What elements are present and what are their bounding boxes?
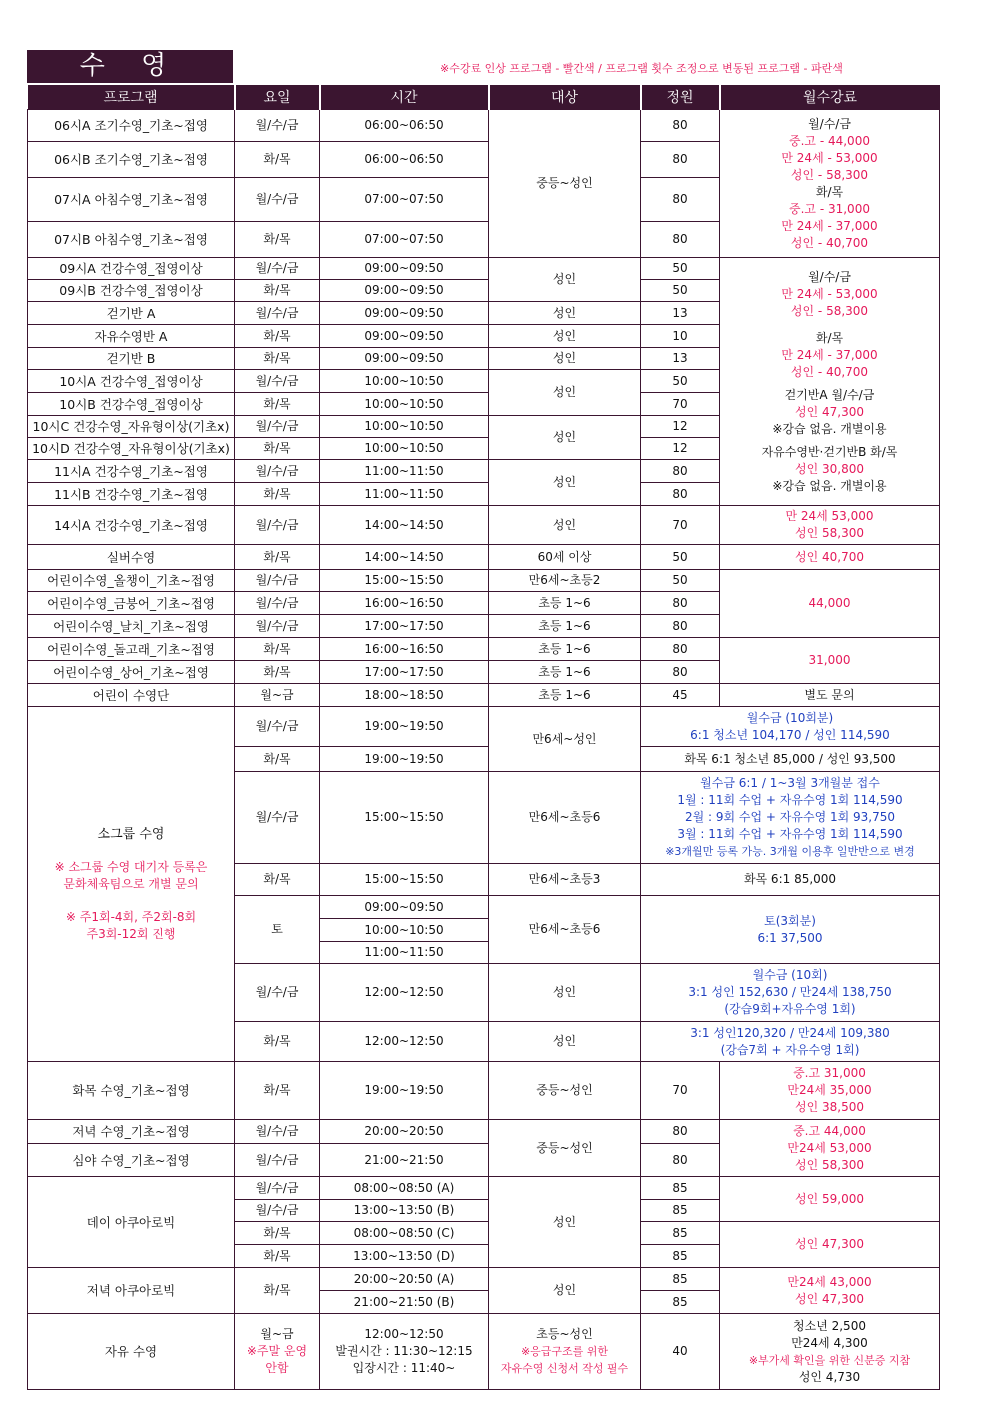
cell-line: 자유수영반·걷기반B 화/목 <box>761 444 898 459</box>
table-cell: 월/수/금 <box>235 1144 320 1177</box>
table-cell: 08:00~08:50 (A) <box>320 1177 489 1200</box>
table-cell: 월/수/금 <box>235 1177 320 1200</box>
table-cell: 12:00~12:50 <box>320 964 489 1022</box>
table-cell: 09시A 건강수영_접영이상 <box>28 258 235 280</box>
table-row <box>28 258 940 280</box>
cell-line: 중.고 44,000 <box>793 1123 866 1138</box>
table-cell: 19:00~19:50 <box>320 747 489 772</box>
cell-line <box>30 843 232 859</box>
table-cell: 19:00~19:50 <box>320 1062 489 1120</box>
table-cell: 초등 1~6 <box>489 638 641 661</box>
table-cell: 11시A 건강수영_기초~접영 <box>28 460 235 483</box>
cell-line: 걷기반A 월/수/금 <box>784 387 875 402</box>
table-cell: 초등 1~6 <box>489 592 641 615</box>
table-cell: 13 <box>641 348 720 370</box>
table-cell: 09시B 건강수영_접영이상 <box>28 280 235 302</box>
table-cell: 화/목 <box>235 1222 320 1245</box>
table-cell: 06:00~06:50 <box>320 110 489 142</box>
table-cell: 중등~성인 <box>489 1120 641 1177</box>
fee-cell <box>641 896 940 964</box>
table-cell: 월/수/금 <box>235 1120 320 1144</box>
table-cell: 80 <box>641 1144 720 1177</box>
cell-line: 만 24세 53,000 <box>785 509 874 523</box>
cell-line: (강습7회 + 자유수영 1회) <box>720 1042 860 1057</box>
table-row <box>28 570 940 592</box>
table-cell: 10:00~10:50 <box>320 416 489 438</box>
table-cell: 44,000 <box>720 570 940 638</box>
table-cell: 걷기반 B <box>28 348 235 370</box>
color-legend-notice: ※수강료 인상 프로그램 - 빨간색 / 프로그램 횟수 조정으로 변동된 프로그램 - 파란색 <box>440 62 843 75</box>
fee-cell <box>720 258 940 506</box>
table-cell: 21:00~21:50 (B) <box>320 1291 489 1314</box>
table-cell: 성인 40,700 <box>720 545 940 570</box>
table-cell: 10:00~10:50 <box>320 393 489 416</box>
col-target: 대상 <box>489 85 641 110</box>
table-cell: 85 <box>641 1222 720 1245</box>
table-cell: 걷기반 A <box>28 302 235 325</box>
cell-line: ※응급구조를 위한 <box>520 1345 609 1358</box>
fee-cell <box>641 1022 940 1062</box>
table-cell: 80 <box>641 661 720 684</box>
cell-line: (강습9회+자유수영 1회) <box>724 1002 856 1016</box>
table-cell: 화/목 <box>235 747 320 772</box>
cell-line: 월~금 <box>260 1327 294 1341</box>
table-cell: 월/수/금 <box>235 258 320 280</box>
table-cell: 85 <box>641 1291 720 1314</box>
table-cell: 14시A 건강수영_기초~접영 <box>28 506 235 545</box>
table-cell: 토 <box>235 896 320 964</box>
table-cell: 17:00~17:50 <box>320 615 489 638</box>
table-cell: 14:00~14:50 <box>320 545 489 570</box>
table-cell: 월/수/금 <box>235 772 320 864</box>
table-cell: 화/목 <box>235 393 320 416</box>
table-cell: 08:00~08:50 (C) <box>320 1222 489 1245</box>
table-cell: 80 <box>641 483 720 506</box>
table-cell: 초등 1~6 <box>489 615 641 638</box>
table-cell: 월/수/금 <box>235 416 320 438</box>
table-cell: 월/수/금 <box>235 707 320 747</box>
table-cell: 월~금 <box>235 684 320 707</box>
cell-line: 중.고 - 31,000 <box>789 201 870 216</box>
table-cell: 저녁 수영_기초~접영 <box>28 1120 235 1144</box>
table-row <box>28 707 940 747</box>
cell-line: 3:1 성인120,320 / 만24세 109,380 <box>690 1025 890 1040</box>
table-cell: 성인 <box>489 325 641 348</box>
table-cell: 09:00~09:50 <box>320 348 489 370</box>
cell-line: 월/수/금 <box>808 116 851 131</box>
table-cell: 화/목 <box>235 1245 320 1268</box>
table-cell: 성인 <box>489 416 641 460</box>
table-cell: 70 <box>641 393 720 416</box>
table-row <box>28 1062 940 1120</box>
table-cell: 07:00~07:50 <box>320 178 489 222</box>
cell-line: 성인 - 58,300 <box>790 167 869 182</box>
cell-line <box>30 893 232 909</box>
table-cell: 성인 <box>489 348 641 370</box>
table-cell: 11:00~11:50 <box>320 460 489 483</box>
cell-line: 중.고 31,000 <box>793 1066 866 1080</box>
table-cell: 07시A 아침수영_기초~접영 <box>28 178 235 222</box>
table-cell: 화/목 <box>235 661 320 684</box>
table-cell: 만6세~성인 <box>489 707 641 772</box>
table-cell: 만6세~초등3 <box>489 864 641 896</box>
col-capacity: 정원 <box>641 85 720 110</box>
table-cell: 월/수/금 <box>235 1200 320 1222</box>
table-cell: 저녁 아쿠아로빅 <box>28 1268 235 1314</box>
cell-line: 성인 58,300 <box>795 526 864 540</box>
table-cell: 월/수/금 <box>235 570 320 592</box>
cell-line: ※ 주1회-4회, 주2회-8회 <box>65 909 197 924</box>
table-cell: 화/목 <box>235 222 320 258</box>
col-day: 요일 <box>235 85 320 110</box>
table-cell: 어린이수영_상어_기초~접영 <box>28 661 235 684</box>
table-cell: 50 <box>641 570 720 592</box>
cell-line: 3월 : 11회 수업 + 자유수영 1회 114,590 <box>677 827 903 841</box>
table-cell: 월/수/금 <box>235 592 320 615</box>
cell-line: 토(3회분) <box>764 913 816 928</box>
table-cell: 21:00~21:50 <box>320 1144 489 1177</box>
table-cell: 09:00~09:50 <box>320 258 489 280</box>
table-cell: 80 <box>641 222 720 258</box>
table-cell: 만6세~초등6 <box>489 896 641 964</box>
table-cell: 80 <box>641 142 720 178</box>
table-cell: 11시B 건강수영_기초~접영 <box>28 483 235 506</box>
cell-line: ※주말 운영 <box>246 1344 308 1358</box>
cell-line: ※ 소그룹 수영 대기자 등록은 <box>54 859 208 874</box>
table-cell: 31,000 <box>720 638 940 684</box>
table-cell: 40 <box>641 1314 720 1390</box>
table-header-row <box>28 85 940 110</box>
table-cell: 심야 수영_기초~접영 <box>28 1144 235 1177</box>
table-cell: 어린이 수영단 <box>28 684 235 707</box>
table-cell: 50 <box>641 258 720 280</box>
table-cell: 화/목 <box>235 438 320 460</box>
fee-cell <box>641 707 940 747</box>
table-cell: 14:00~14:50 <box>320 506 489 545</box>
table-cell: 07:00~07:50 <box>320 222 489 258</box>
table-cell: 85 <box>641 1177 720 1200</box>
free-time-cell <box>320 1314 489 1390</box>
table-cell: 80 <box>641 1120 720 1144</box>
table-cell: 월/수/금 <box>235 506 320 545</box>
table-cell: 13:00~13:50 (B) <box>320 1200 489 1222</box>
table-cell: 13:00~13:50 (D) <box>320 1245 489 1268</box>
table-cell: 어린이수영_돌고래_기초~접영 <box>28 638 235 661</box>
fee-cell <box>720 1120 940 1177</box>
table-cell: 12:00~12:50 <box>320 1022 489 1062</box>
cell-line: 청소년 2,500 <box>793 1318 866 1333</box>
table-cell: 초등 1~6 <box>489 661 641 684</box>
table-cell: 월/수/금 <box>235 302 320 325</box>
table-cell: 데이 아쿠아로빅 <box>28 1177 235 1268</box>
table-cell: 초등 1~6 <box>489 684 641 707</box>
table-cell: 화/목 <box>235 483 320 506</box>
table-cell: 13 <box>641 302 720 325</box>
table-cell: 화/목 <box>235 1062 320 1120</box>
table-cell: 성인 47,300 <box>720 1222 940 1268</box>
table-cell: 월/수/금 <box>235 615 320 638</box>
table-cell: 50 <box>641 280 720 302</box>
table-cell: 자유 수영 <box>28 1314 235 1390</box>
table-cell: 80 <box>641 110 720 142</box>
table-cell: 17:00~17:50 <box>320 661 489 684</box>
table-cell: 월/수/금 <box>235 110 320 142</box>
table-cell: 어린이수영_올챙이_기초~접영 <box>28 570 235 592</box>
table-cell: 월/수/금 <box>235 370 320 393</box>
table-cell: 20:00~20:50 <box>320 1120 489 1144</box>
table-cell: 06:00~06:50 <box>320 142 489 178</box>
table-cell: 18:00~18:50 <box>320 684 489 707</box>
table-row <box>28 1268 940 1291</box>
col-program: 프로그램 <box>28 85 235 110</box>
table-cell: 10:00~10:50 <box>320 438 489 460</box>
cell-line: 자유수영 신청서 작성 필수 <box>500 1362 629 1375</box>
cell-line: 성인 47,300 <box>795 404 864 419</box>
table-cell: 화/목 <box>235 638 320 661</box>
table-cell: 15:00~15:50 <box>320 864 489 896</box>
table-cell: 60세 이상 <box>489 545 641 570</box>
cell-line: 만 24세 - 37,000 <box>781 218 878 233</box>
cell-line: 성인 58,300 <box>795 1157 864 1172</box>
table-cell: 화/목 <box>235 348 320 370</box>
table-cell: 화/목 <box>235 280 320 302</box>
cell-line: 6:1 청소년 104,170 / 성인 114,590 <box>690 727 890 742</box>
table-cell: 10:00~10:50 <box>320 370 489 393</box>
table-cell: 09:00~09:50 <box>320 302 489 325</box>
table-cell: 별도 문의 <box>720 684 940 707</box>
cell-line: 월수금 (10회) <box>752 968 828 982</box>
fee-cell <box>720 506 940 545</box>
table-cell: 성인 <box>489 1177 641 1268</box>
table-row <box>28 506 940 545</box>
table-cell: 만6세~초등6 <box>489 772 641 864</box>
cell-line: 소그룹 수영 <box>97 826 165 842</box>
table-cell: 16:00~16:50 <box>320 592 489 615</box>
fee-cell <box>641 772 940 864</box>
table-cell: 09:00~09:50 <box>320 280 489 302</box>
table-cell: 성인 <box>489 460 641 506</box>
table-cell: 06시B 조기수영_기초~접영 <box>28 142 235 178</box>
table-cell: 85 <box>641 1268 720 1291</box>
table-cell: 실버수영 <box>28 545 235 570</box>
table-cell: 월/수/금 <box>235 178 320 222</box>
table-cell: 10시B 건강수영_접영이상 <box>28 393 235 416</box>
table-cell: 50 <box>641 545 720 570</box>
table-cell: 성인 <box>489 1268 641 1314</box>
table-cell: 화목 6:1 청소년 85,000 / 성인 93,500 <box>641 747 940 772</box>
page-title: 수 영 <box>27 50 233 83</box>
cell-line: 성인 - 40,700 <box>790 364 869 379</box>
table-cell: 어린이수영_금붕어_기초~접영 <box>28 592 235 615</box>
cell-line: 화/목 <box>815 330 844 345</box>
cell-line: 성인 38,500 <box>795 1100 864 1114</box>
table-cell: 11:00~11:50 <box>320 942 489 964</box>
cell-line: 월수금 6:1 / 1~3월 3개월분 접수 <box>700 776 880 790</box>
table-cell: 15:00~15:50 <box>320 772 489 864</box>
table-cell: 성인 <box>489 964 641 1022</box>
table-cell: 20:00~20:50 (A) <box>320 1268 489 1291</box>
table-row <box>28 684 940 707</box>
table-cell: 화/목 <box>235 1268 320 1314</box>
table-cell: 화/목 <box>235 1022 320 1062</box>
cell-line: 초등~성인 <box>536 1327 593 1341</box>
table-row <box>28 545 940 570</box>
cell-line: 만 24세 - 53,000 <box>781 286 878 301</box>
table-cell: 11:00~11:50 <box>320 483 489 506</box>
table-cell: 10 <box>641 325 720 348</box>
cell-line: 만24세 53,000 <box>787 1140 872 1155</box>
cell-line: 월/수/금 <box>808 269 851 284</box>
table-cell: 09:00~09:50 <box>320 325 489 348</box>
table-cell: 85 <box>641 1245 720 1268</box>
table-cell: 07시B 아침수영_기초~접영 <box>28 222 235 258</box>
table-cell: 월/수/금 <box>235 964 320 1022</box>
table-cell: 70 <box>641 506 720 545</box>
cell-line: 만24세 4,300 <box>791 1335 868 1350</box>
col-time: 시간 <box>320 85 489 110</box>
table-cell: 성인 <box>489 302 641 325</box>
table-cell: 어린이수영_날치_기초~접영 <box>28 615 235 638</box>
table-cell: 화/목 <box>235 864 320 896</box>
cell-line: 성인 - 58,300 <box>790 303 869 318</box>
table-cell: 16:00~16:50 <box>320 638 489 661</box>
table-cell: 15:00~15:50 <box>320 570 489 592</box>
table-cell: 성인 59,000 <box>720 1177 940 1222</box>
table-row <box>28 1314 940 1390</box>
cell-line: 만 24세 - 37,000 <box>781 347 878 362</box>
cell-line: 문화체육팀으로 개별 문의 <box>63 876 199 891</box>
table-cell: 성인 <box>489 506 641 545</box>
cell-line: 성인 - 40,700 <box>790 235 869 250</box>
cell-line: 발권시간 : 11:30~12:15 <box>335 1344 473 1358</box>
table-cell: 50 <box>641 370 720 393</box>
table-row <box>28 1120 940 1144</box>
cell-line: 성인 47,300 <box>795 1291 864 1306</box>
cell-line: 안함 <box>265 1361 289 1375</box>
free-target-cell <box>489 1314 641 1390</box>
table-cell: 화/목 <box>235 325 320 348</box>
cell-line: 성인 4,730 <box>798 1369 861 1384</box>
fee-cell <box>720 1268 940 1314</box>
table-cell: 월/수/금 <box>235 460 320 483</box>
cell-line: 12:00~12:50 <box>364 1327 444 1341</box>
table-cell: 45 <box>641 684 720 707</box>
cell-line: ※부가세 확인을 위한 신분증 지참 <box>748 1353 911 1367</box>
cell-line: 입장시간 : 11:40~ <box>352 1361 456 1375</box>
fee-cell <box>641 964 940 1022</box>
cell-line <box>722 320 937 330</box>
cell-line: 주3회-12회 진행 <box>86 926 176 941</box>
table-cell: 10시D 건강수영_자유형이상(기초x) <box>28 438 235 460</box>
table-cell: 12 <box>641 438 720 460</box>
table-cell: 80 <box>641 178 720 222</box>
cell-line: 2월 : 9회 수업 + 자유수영 1회 93,750 <box>684 810 896 824</box>
table-cell: 성인 <box>489 370 641 416</box>
cell-line: 1월 : 11회 수업 + 자유수영 1회 114,590 <box>677 793 903 807</box>
cell-line: 6:1 37,500 <box>757 930 823 945</box>
swim-schedule-table <box>27 85 940 1390</box>
table-cell: 19:00~19:50 <box>320 707 489 747</box>
table-row <box>28 110 940 142</box>
free-day-cell <box>235 1314 320 1390</box>
table-cell: 만6세~초등2 <box>489 570 641 592</box>
table-cell: 화/목 <box>235 545 320 570</box>
table-cell: 06시A 조기수영_기초~접영 <box>28 110 235 142</box>
cell-line: 3:1 성인 152,630 / 만24세 138,750 <box>688 985 892 999</box>
table-cell: 화목 6:1 85,000 <box>641 864 940 896</box>
cell-line: 화/목 <box>815 184 844 199</box>
table-cell: 성인 <box>489 258 641 302</box>
table-cell: 80 <box>641 460 720 483</box>
table-cell: 80 <box>641 638 720 661</box>
table-cell: 10시C 건강수영_자유형이상(기초x) <box>28 416 235 438</box>
cell-line: ※강습 없음. 개별이용 <box>772 478 887 493</box>
cell-line: 만 24세 - 53,000 <box>781 150 878 165</box>
table-cell: 화/목 <box>235 142 320 178</box>
small-group-cell <box>28 707 235 1062</box>
table-cell: 10시A 건강수영_접영이상 <box>28 370 235 393</box>
table-cell: 80 <box>641 592 720 615</box>
table-cell: 09:00~09:50 <box>320 896 489 919</box>
fee-cell <box>720 110 940 258</box>
cell-line: 중.고 - 44,000 <box>789 133 870 148</box>
cell-line: 만24세 43,000 <box>787 1274 872 1289</box>
table-cell: 화목 수영_기초~접영 <box>28 1062 235 1120</box>
table-cell: 85 <box>641 1200 720 1222</box>
table-cell: 중등~성인 <box>489 110 641 258</box>
cell-line: ※3개월만 등록 가능. 3개월 이용후 일반반으로 변경 <box>665 845 915 858</box>
table-cell: 성인 <box>489 1022 641 1062</box>
cell-line: 월수금 (10회분) <box>746 710 834 725</box>
cell-line: 성인 30,800 <box>795 461 864 476</box>
table-cell: 10:00~10:50 <box>320 919 489 942</box>
table-cell: 12 <box>641 416 720 438</box>
cell-line: ※강습 없음. 개별이용 <box>772 421 887 436</box>
table-row <box>28 638 940 661</box>
table-cell: 중등~성인 <box>489 1062 641 1120</box>
cell-line: 만24세 35,000 <box>787 1083 872 1097</box>
table-cell: 자유수영반 A <box>28 325 235 348</box>
table-cell: 80 <box>641 615 720 638</box>
table-cell: 70 <box>641 1062 720 1120</box>
col-fee: 월수강료 <box>720 85 940 110</box>
fee-cell <box>720 1062 940 1120</box>
fee-cell <box>720 1314 940 1390</box>
table-row <box>28 1177 940 1200</box>
